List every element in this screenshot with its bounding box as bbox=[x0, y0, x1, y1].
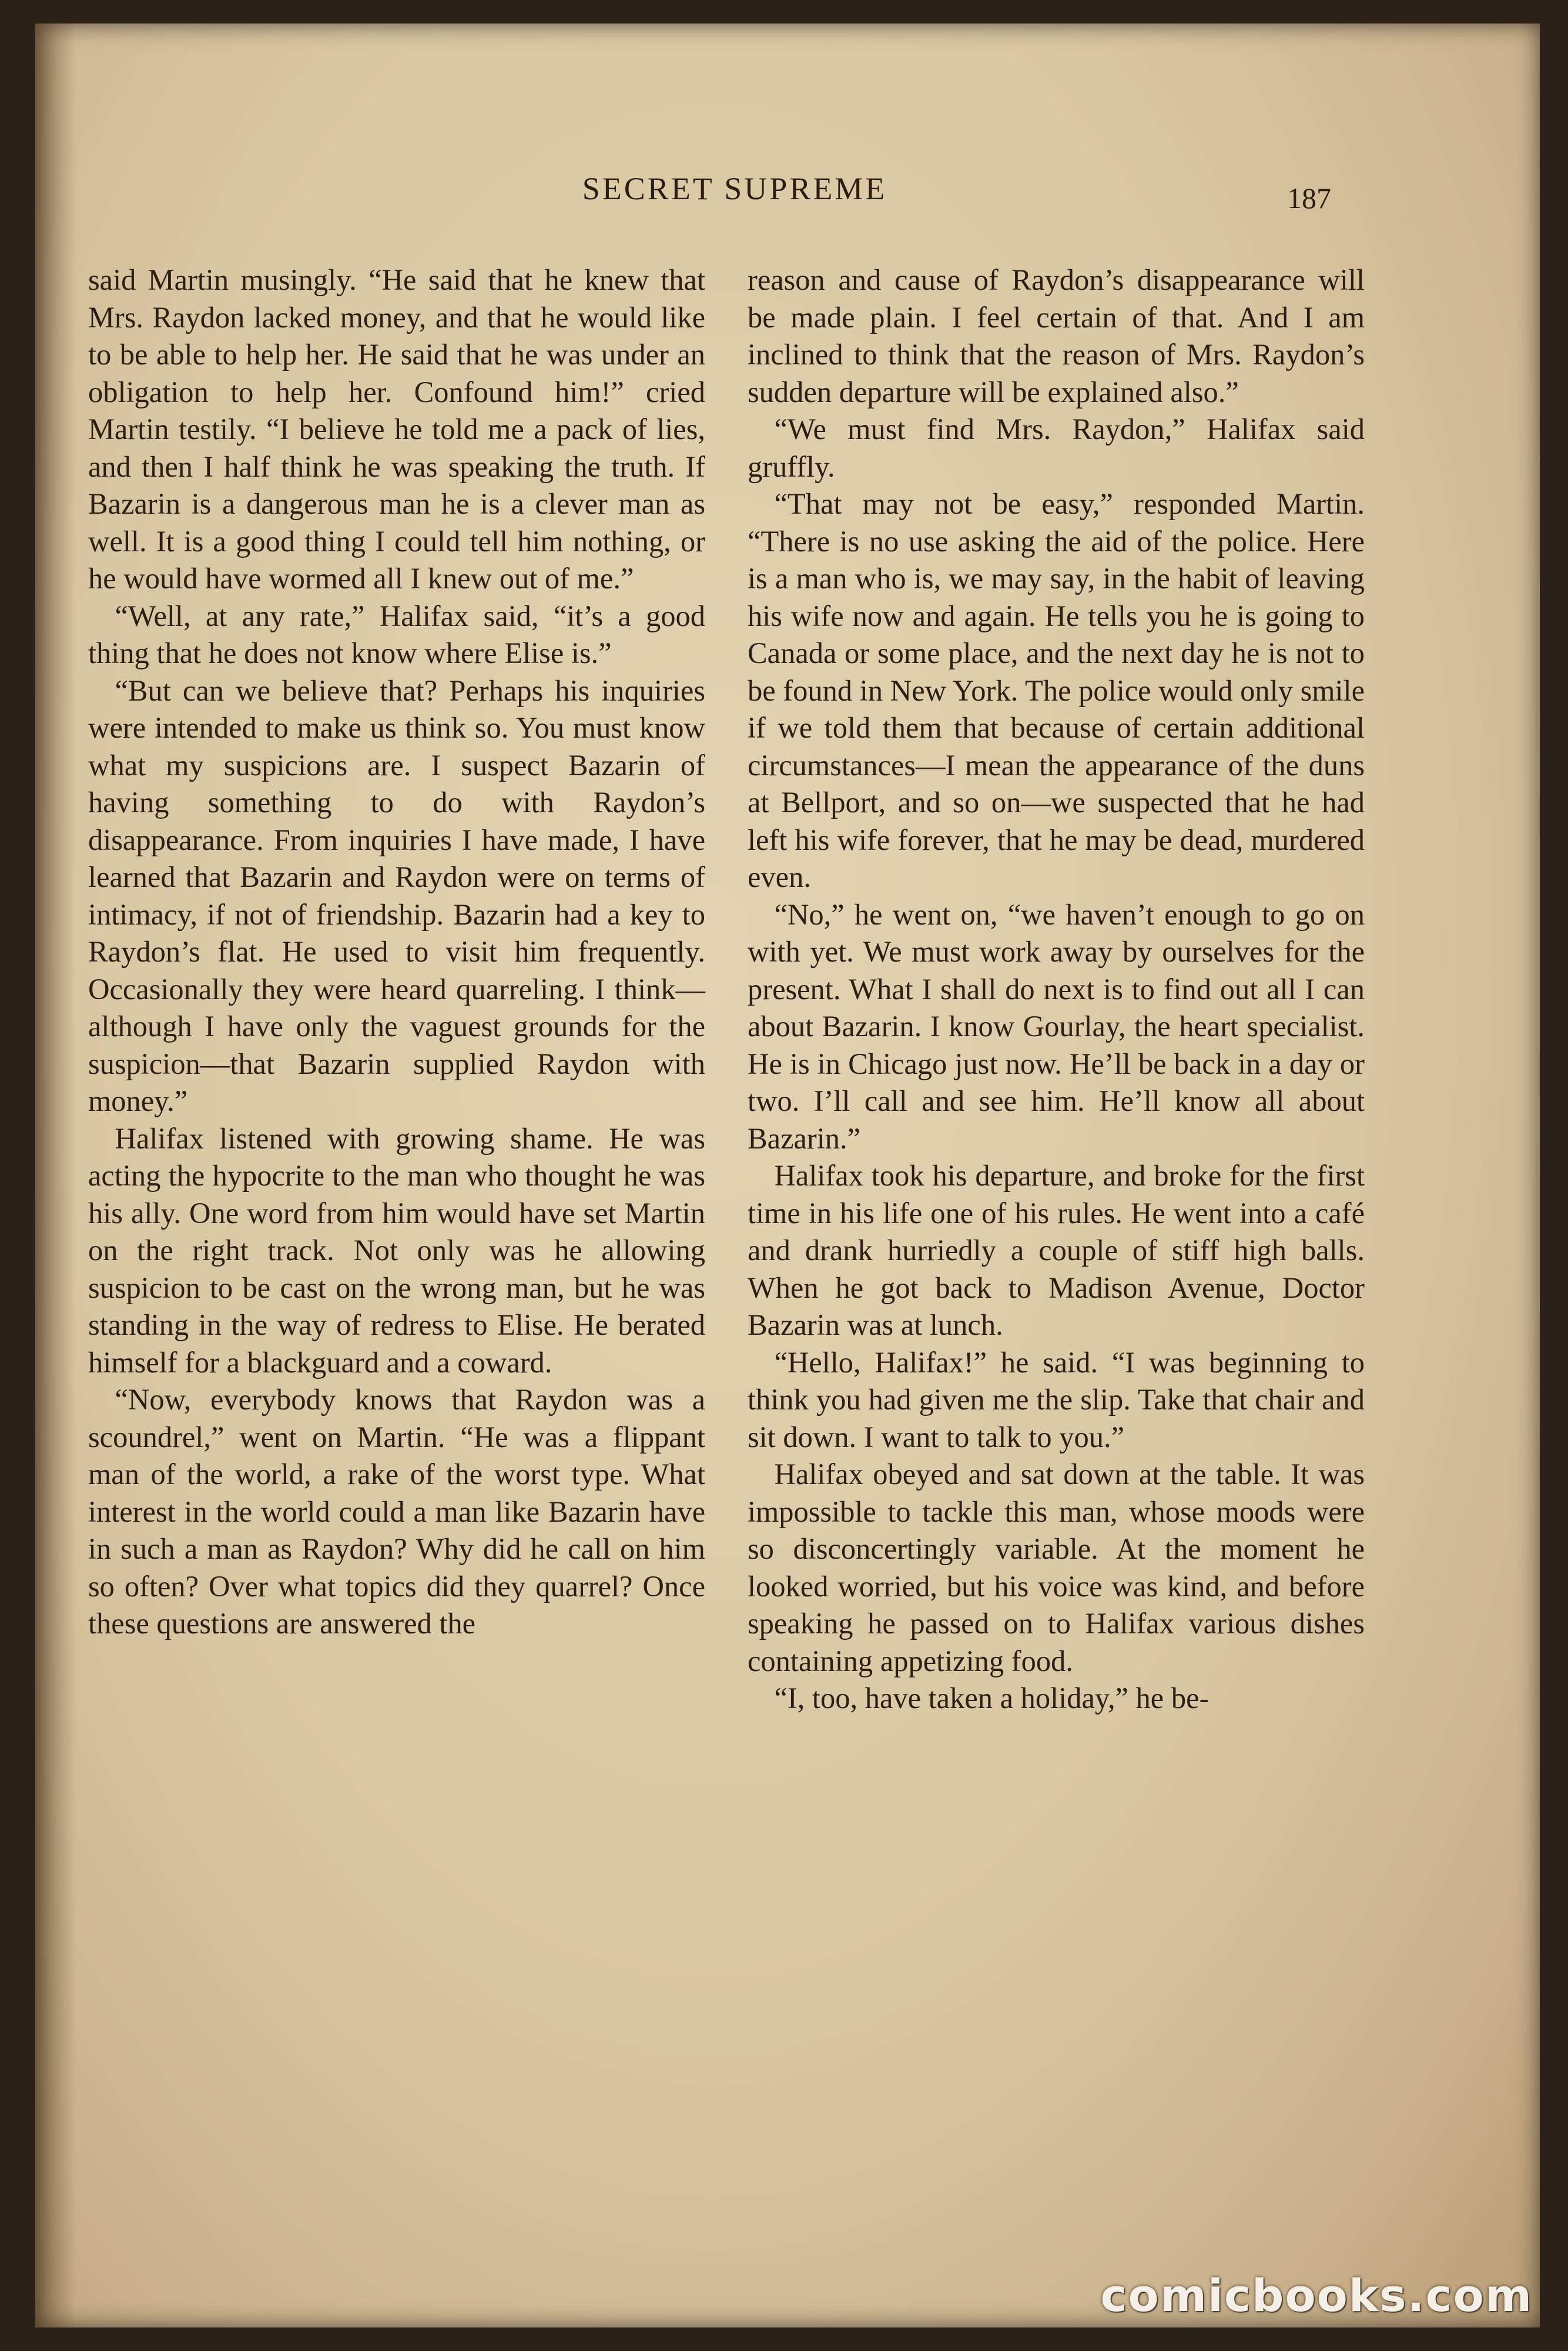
paragraph: “But can we believe that? Perhaps his inquiries were intended to make us think so. You must know what my suspicions are. I suspect Bazarin of having something to do with Raydon’s disappearance. From inquiries I have made, I have learned that Bazarin and Raydon were on terms of intimacy, if not of friendship. Bazarin had a key to Raydon’s flat. He used to visit him frequently. Occasionally they were heard quarreling. I think—although I have only the vaguest grounds for the suspicion—that Bazarin supplied Raydon with money.” bbox=[88, 674, 705, 1117]
right-column bbox=[748, 262, 1365, 1717]
left-column bbox=[88, 262, 705, 1643]
watermark: comicbooks.com bbox=[1100, 2269, 1533, 2322]
running-head: SECRET SUPREME bbox=[582, 171, 887, 206]
paragraph: “Now, everybody knows that Raydon was a scoundrel,” went on Martin. “He was a flippant man of the world, a rake of the worst type. What interest in the world could a man like Bazarin have in such a man as Raydon? Why did he call on him so often? Over what topics did they quarrel? Once these questions are answered the bbox=[88, 1383, 705, 1640]
paragraph: Halifax obeyed and sat down at the table. It was impossible to tackle this man, whose moods were so disconcertingly variable. At the moment he looked worried, but his voice was kind, and before speaking he passed on to Halifax various dishes containing appetizing food. bbox=[748, 1458, 1365, 1677]
paragraph: Halifax took his departure, and broke for the first time in his life one of his rules. He went into a café and drank hurriedly a couple of stiff high balls. When he got back to Madison Avenue, Doctor Bazarin was at lunch. bbox=[748, 1159, 1365, 1341]
paragraph: “I, too, have taken a holiday,” he be- bbox=[774, 1682, 1209, 1714]
spine-shadow bbox=[35, 24, 76, 2327]
page-number: 187 bbox=[1287, 182, 1331, 215]
paragraph: “That may not be easy,” responded Martin. “There is no use asking the aid of the police. Here is a man who is, we may say, in the habit of leaving his wife now and again. He tells you he is going to Canada or some place, and the next day he is not to be found in New York. The police would only smile if we told them that because of certain additional circumstances—I mean the appearance of the duns at Bellport, and so on—we suspected that he had left his wife forever, that he may be dead, murdered even. bbox=[748, 487, 1365, 893]
paragraph: said Martin musingly. “He said that he knew that Mrs. Raydon lacked money, and that he would like to be able to help her. He said that he was under an obligation to help her. Confound him!” cried Martin testily. “I believe he told me a pack of lies, and then I half think he was speaking the truth. If Bazarin is a dangerous man he is a clever man as well. It is a good thing I could tell him nothing, or he would have wormed all I knew out of me.” bbox=[88, 263, 705, 595]
paragraph: “We must find Mrs. Raydon,” Halifax said gruffly. bbox=[748, 413, 1365, 483]
paragraph: reason and cause of Raydon’s disappearance will be made plain. I feel certain of that. And I am inclined to think that the reason of Mrs. Raydon’s sudden departure will be explained also.” bbox=[748, 263, 1365, 408]
paragraph: “Hello, Halifax!” he said. “I was beginning to think you had given me the slip. Take that chair and sit down. I want to talk to you.” bbox=[748, 1345, 1365, 1454]
paragraph: Halifax listened with growing shame. He was acting the hypocrite to the man who thought he was his ally. One word from him would have set Martin on the right track. Not only was he allowing suspicion to be cast on the wrong man, but he was standing in the way of redress to Elise. He berated himself for a blackguard and a coward. bbox=[88, 1121, 705, 1379]
paragraph: “No,” he went on, “we haven’t enough to go on with yet. We must work away by ourselves for the present. What I shall do next is to find out all I can about Bazarin. I know Gourlay, the heart specialist. He is in Chicago just now. He’ll be back in a day or two. I’ll call and see him. He’ll know all about Bazarin.” bbox=[748, 897, 1365, 1155]
paragraph: “Well, at any rate,” Halifax said, “it’s a good thing that he does not know where Elise is.” bbox=[88, 599, 705, 669]
book-page bbox=[35, 24, 1540, 2327]
